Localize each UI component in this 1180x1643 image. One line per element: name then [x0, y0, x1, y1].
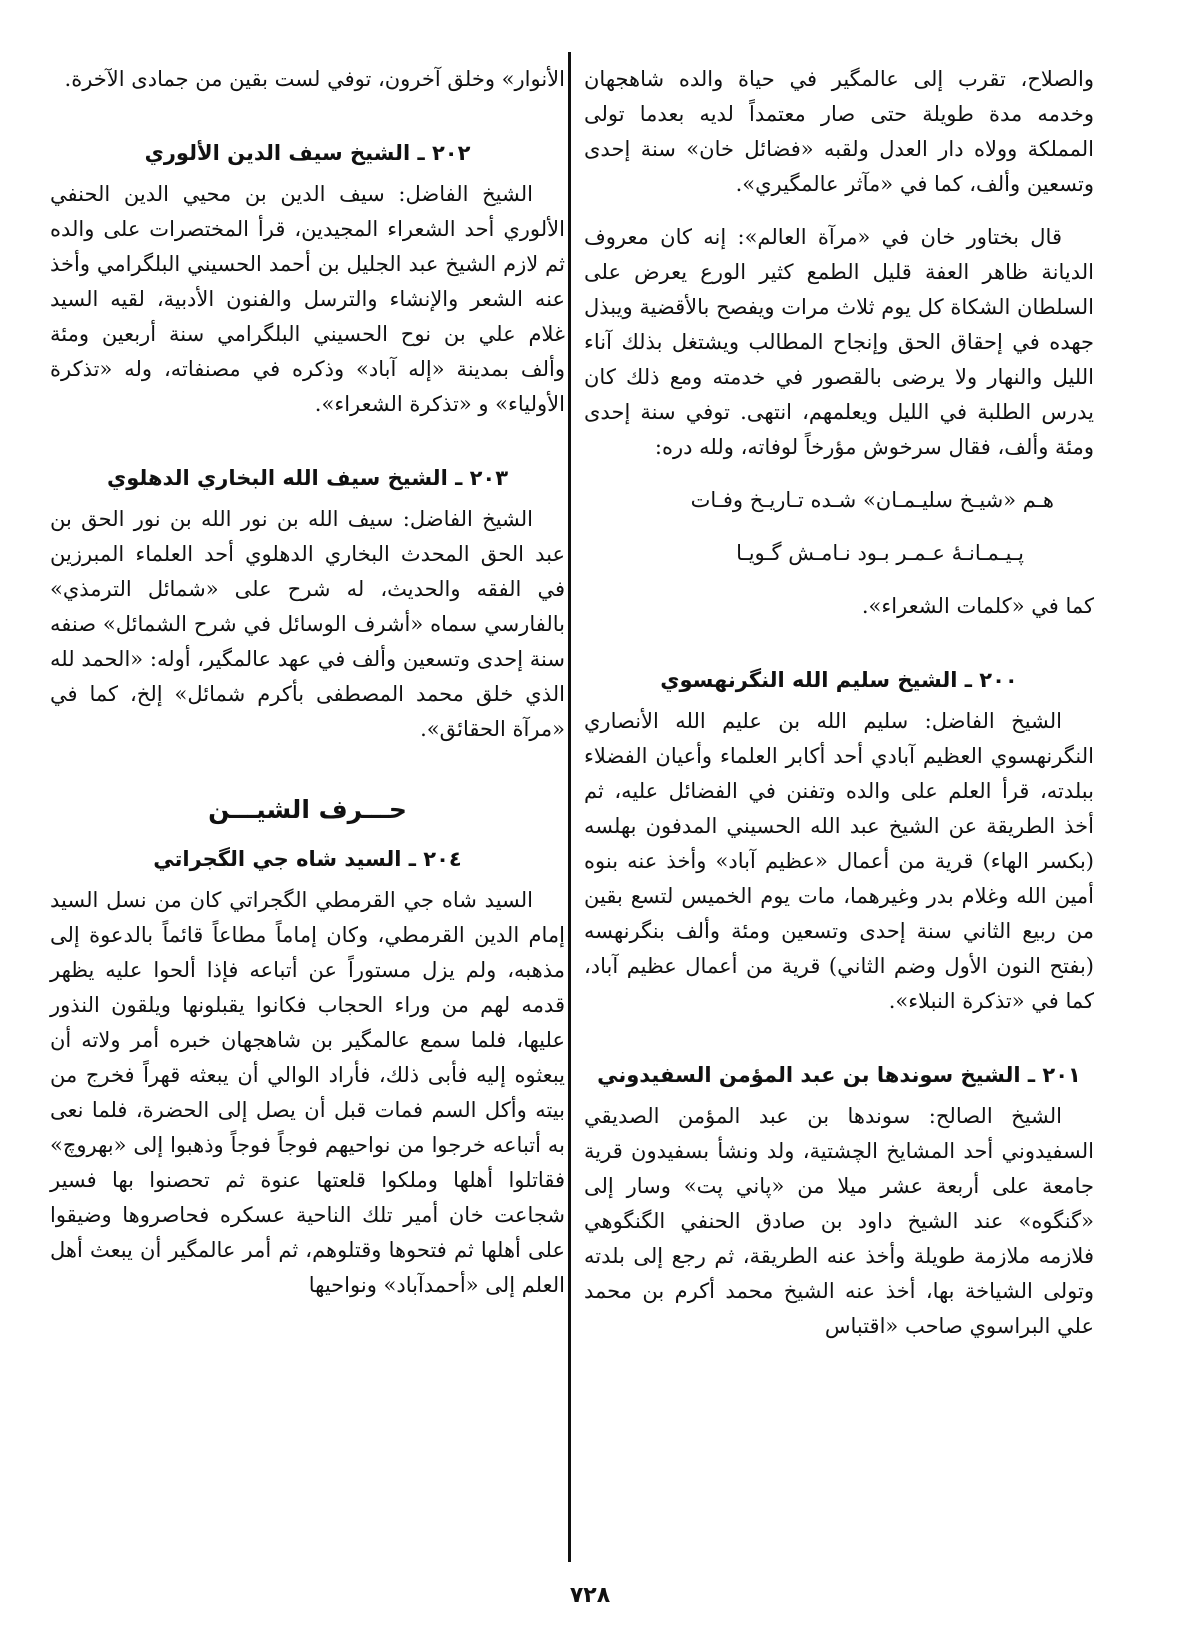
- right-column: [584, 62, 1094, 1344]
- verse-line-1: هـم «شيـخ سليـمـان» شـده تـاريـخ وفـات: [690, 488, 1054, 512]
- letter-section-heading: حـــرف الشيـــن: [208, 795, 407, 824]
- page-number: ٧٢٨: [569, 1583, 611, 1608]
- paragraph: الأنوار» وخلق آخرون، توفي لست بقين من جمادى الآخرة.: [64, 67, 565, 91]
- paragraph: السيد شاه جي القرمطي الگجراتي كان من نسل السيد إمام الدين القرمطي، وكان إماماً مطاعاً قائماً بالدعوة إلى مذهبه، ولم يزل مستوراً عن أتباعه فإذا ألحوا عليه يظهر قدمه لهم من وراء الحجاب فكانوا يقبلونها ويلقون النذور عليها، فلما سمع عالمگير بن شاهجهان خبره أمر ولاته أن يبعثوه إليه فأبى ذلك، فأراد الوالي أن يبعثه قهراً فخرج من بيته وأكل السم فمات قبل أن يصل إلى الحضرة، فلما نعى به أتباعه خرجوا من نواحيهم فوجاً فوجاً وذهبوا إلى «بهروچ» فقاتلوا أهلها وملكوا قلعتها عنوة ثم تحصنوا بها فسير شجاعت خان أمير تلك الناحية عسكره فحاصروها وضيقوا على أهلها ثم فتحوها وقتلوهم، ثم أمر عالمگير أن يبعث أهل العلم إلى «أحمدآباد» ونواحيها: [50, 888, 565, 1297]
- paragraph: قال بختاور خان في «مرآة العالم»: إنه كان معروف الديانة ظاهر العفة قليل الطمع كثير الورع يعرض على السلطان الشكاة كل يوم ثلاث مرات ويفصح بالأقضية ويبذل جهده في إحقاق الحق وإنجاح المطالب ويشتغل بذلك آناء الليل والنهار ولا يرضى بالقصور في خدمته ومع ذلك كان يدرس الطلبة في الليل ويعلمهم، انتهى. توفي سنة إحدى ومئة وألف، فقال سرخوش مؤرخاً لوفاته، ولله دره:: [584, 225, 1094, 459]
- paragraph: الشيخ الفاضل: سيف الله بن نور الله بن نور الحق بن عبد الحق المحدث البخاري الدهلوي أحد العلماء المبرزين في الفقه والحديث، له شرح على «شمائل الترمذي» بالفارسي سماه «أشرف الوسائل في شرح الشمائل» صنفه سنة إحدى وتسعين وألف في عهد عالمگير، أوله: «الحمد لله الذي خلق محمد المصطفى بأكرم شمائل» إلخ، كما في «مرآة الحقائق».: [50, 507, 565, 741]
- entry-heading-200: ٢٠٠ ـ الشيخ سليم الله النگرنهسوي: [660, 668, 1018, 692]
- paragraph: الشيخ الفاضل: سليم الله بن عليم الله الأنصاري النگرنهسوي العظيم آبادي أحد أكابر العلماء وأعيان الفضلاء ببلدته، قرأ العلم على والده وتفنن في الفضائل عليه، ثم أخذ الطريقة عن الشيخ عبد الله الحسيني المدفون بهلسه (بكسر الهاء) قرية من أعمال «عظيم آباد» وأخذ عنه بنوه أمين الله وغلام بدر وغيرهما، مات يوم الخميس لتسع بقين من ربيع الثاني سنة إحدى وتسعين ومئة وألف بنگرنهسه (بفتح النون الأول وضم الثاني) قرية من أعمال عظيم آباد، كما في «تذكرة النبلاء».: [584, 709, 1094, 1013]
- verse-line-2: پـيـمـانـهٔ عـمـر بـود نـامـش گـويـا: [736, 541, 1024, 565]
- left-column: [50, 62, 565, 1303]
- entry-heading-201: ٢٠١ ـ الشيخ سوندها بن عبد المؤمن السفيدوني: [597, 1063, 1081, 1087]
- entry-heading-203: ٢٠٣ ـ الشيخ سيف الله البخاري الدهلوي: [106, 466, 509, 490]
- paragraph: الشيخ الفاضل: سيف الدين بن محيي الدين الحنفي الألوري أحد الشعراء المجيدين، قرأ المختصرات على والده ثم لازم الشيخ عبد الجليل بن أحمد الحسيني البلگرامي وأخذ عنه الشعر والإنشاء والترسل والفنون الأدبية، لقيه السيد غلام علي بن نوح الحسيني البلگرامي سنة أربعين ومئة وألف بمدينة «إله آباد» وذكره في مصنفاته، وله «تذكرة الأولياء» و «تذكرة الشعراء».: [50, 182, 565, 416]
- column-divider: [568, 52, 571, 1562]
- paragraph: الشيخ الصالح: سوندها بن عبد المؤمن الصديقي السفيدوني أحد المشايخ الچشتية، ولد ونشأ بسفيدون قرية جامعة على أربعة عشر ميلا من «پاني پت» وسار إلى «گنگوه» عند الشيخ داود بن صادق الحنفي الگنگوهي فلازمه ملازمة طويلة وأخذ عنه الطريقة، ثم رجع إلى بلدته وتولى الشياخة بها، أخذ عنه الشيخ محمد أكرم بن محمد علي البراسوي صاحب «اقتباس: [584, 1104, 1094, 1338]
- paragraph: والصلاح، تقرب إلى عالمگير في حياة والده شاهجهان وخدمه مدة طويلة حتى صار معتمداً لديه بعدما تولى المملكة وولاه دار العدل ولقبه «فضائل خان» سنة إحدى وتسعين وألف، كما في «مآثر عالمگيري».: [584, 67, 1094, 196]
- paragraph: كما في «كلمات الشعراء».: [861, 594, 1094, 618]
- entry-heading-204: ٢٠٤ ـ السيد شاه جي الگجراتي: [153, 847, 462, 871]
- entry-heading-202: ٢٠٢ ـ الشيخ سيف الدين الألوري: [144, 141, 471, 165]
